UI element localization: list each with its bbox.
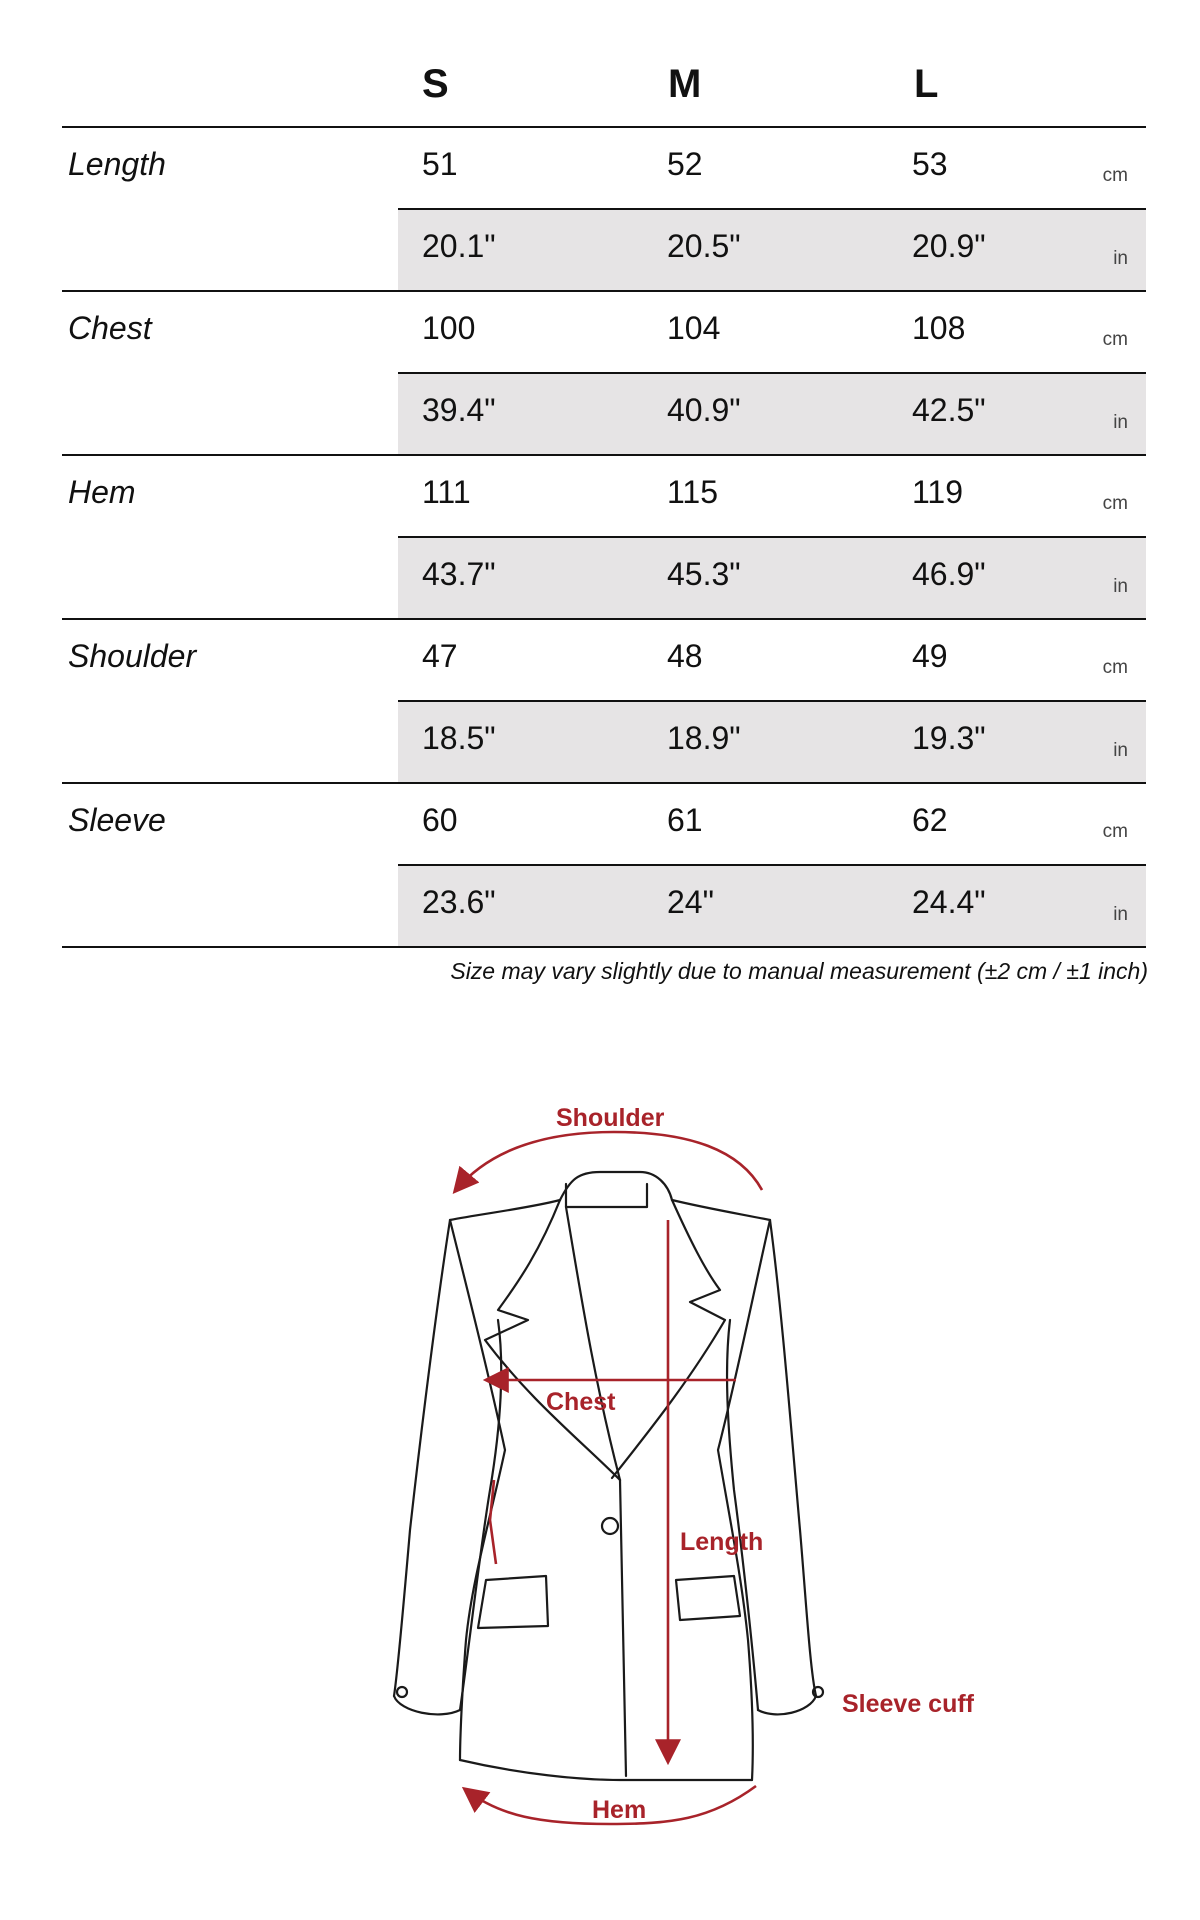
value-s-cm: 100 <box>422 310 476 346</box>
value-l-in: 42.5" <box>912 392 986 428</box>
unit-in: in <box>1113 740 1128 761</box>
value-m-in: 18.9" <box>667 720 741 756</box>
measurement-label: Sleeve <box>68 802 166 838</box>
value-l-cm: 119 <box>912 474 964 510</box>
unit-in: in <box>1113 412 1128 433</box>
cm-row <box>398 620 1146 700</box>
sleeve-cuff-label: Sleeve cuff <box>842 1690 975 1718</box>
cm-row <box>398 784 1146 864</box>
unit-in: in <box>1113 904 1128 925</box>
value-l-cm: 53 <box>912 146 948 182</box>
right-body-side <box>718 1220 770 1780</box>
size-header-s: S <box>422 62 449 106</box>
value-l-in: 24.4" <box>912 884 986 920</box>
collar-stand <box>566 1184 647 1207</box>
value-m-cm: 104 <box>667 310 721 346</box>
measurement-label: Hem <box>68 474 136 510</box>
measurement-group-sleeve <box>62 784 1146 947</box>
measurement-group-shoulder <box>62 620 1146 783</box>
value-m-cm: 61 <box>667 802 703 838</box>
left-sleeve-outer <box>394 1200 560 1696</box>
measurement-arrows <box>456 1132 762 1824</box>
value-m-cm: 48 <box>667 638 703 674</box>
measurement-group-chest <box>62 292 1146 455</box>
value-m-in: 45.3" <box>667 556 741 592</box>
unit-in: in <box>1113 248 1128 269</box>
jacket-diagram-svg <box>0 1080 1200 1840</box>
unit-cm: cm <box>1102 493 1128 514</box>
shoulder-label: Shoulder <box>556 1104 665 1132</box>
value-l-in: 46.9" <box>912 556 986 592</box>
in-row <box>398 702 1146 782</box>
cm-row <box>398 292 1146 372</box>
hem-label: Hem <box>592 1796 647 1824</box>
left-pocket <box>478 1576 548 1628</box>
jacket-outline <box>394 1172 823 1780</box>
measurement-label: Length <box>68 146 166 182</box>
front-opening <box>620 1480 626 1776</box>
unit-in: in <box>1113 576 1128 597</box>
value-s-cm: 51 <box>422 146 458 182</box>
left-cuff <box>394 1696 460 1714</box>
value-m-in: 20.5" <box>667 228 741 264</box>
measurement-note: Size may vary slightly due to manual measurement (±2 cm / ±1 inch) <box>450 958 1148 984</box>
measurement-group-length <box>62 128 1146 291</box>
right-cuff <box>758 1696 816 1714</box>
value-m-cm: 52 <box>667 146 703 182</box>
left-body-side <box>450 1220 505 1760</box>
collar <box>560 1172 672 1200</box>
value-m-cm: 115 <box>667 474 719 510</box>
unit-cm: cm <box>1102 165 1128 186</box>
right-pocket <box>676 1576 740 1620</box>
shoulder-arrow <box>456 1132 762 1190</box>
right-sleeve-inner <box>727 1320 758 1710</box>
in-row <box>398 866 1146 946</box>
size-header-m: M <box>668 62 702 106</box>
measurement-label: Chest <box>68 310 152 346</box>
value-s-cm: 60 <box>422 802 458 838</box>
jacket-measurement-diagram <box>0 1080 1200 1840</box>
value-l-cm: 108 <box>912 310 966 346</box>
value-l-in: 19.3" <box>912 720 986 756</box>
chest-label: Chest <box>546 1388 616 1416</box>
button <box>602 1518 618 1534</box>
measurement-group-hem <box>62 456 1146 619</box>
value-s-in: 39.4" <box>422 392 496 428</box>
length-label: Length <box>680 1528 764 1556</box>
right-sleeve-outer <box>672 1200 816 1696</box>
group-divider <box>62 946 1146 948</box>
value-s-in: 43.7" <box>422 556 496 592</box>
measurement-label: Shoulder <box>68 638 197 674</box>
value-l-cm: 49 <box>912 638 948 674</box>
unit-cm: cm <box>1102 821 1128 842</box>
left-lapel-inner <box>566 1207 620 1480</box>
cm-row <box>398 128 1146 208</box>
value-s-cm: 47 <box>422 638 458 674</box>
size-header-l: L <box>914 62 939 106</box>
value-s-in: 20.1" <box>422 228 496 264</box>
unit-cm: cm <box>1102 657 1128 678</box>
value-m-in: 40.9" <box>667 392 741 428</box>
value-l-in: 20.9" <box>912 228 986 264</box>
value-m-in: 24" <box>667 884 714 920</box>
left-cuff-button <box>397 1687 407 1697</box>
value-s-in: 18.5" <box>422 720 496 756</box>
in-row <box>398 374 1146 454</box>
in-row <box>398 538 1146 618</box>
hem-line <box>460 1760 752 1780</box>
value-s-in: 23.6" <box>422 884 496 920</box>
value-l-cm: 62 <box>912 802 948 838</box>
unit-cm: cm <box>1102 329 1128 350</box>
left-lapel <box>485 1200 620 1480</box>
in-row <box>398 210 1146 290</box>
value-s-cm: 111 <box>422 474 471 510</box>
cm-row <box>398 456 1146 536</box>
